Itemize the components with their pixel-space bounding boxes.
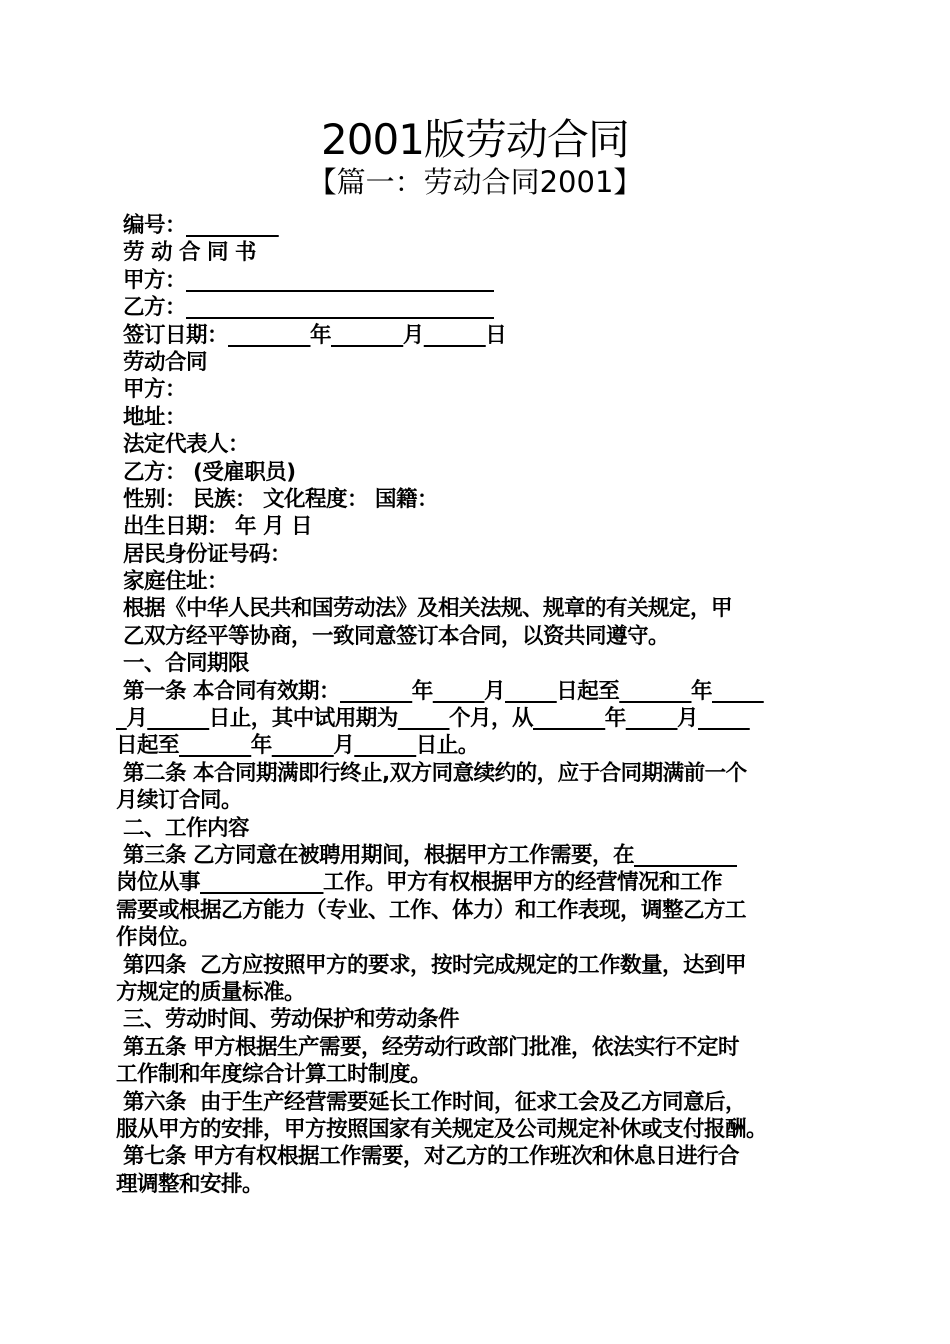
text-line: 服从甲方的安排，甲方按照国家有关规定及公司规定补休或支付报酬。 — [116, 1116, 768, 1142]
text-line: 劳 动 合 同 书 — [116, 240, 256, 266]
text-line: 地址： — [116, 404, 186, 430]
text-line: 需要或根据乙方能力（专业、工作、体力）和工作表现，调整乙方工 — [116, 897, 747, 923]
text-line: 工作制和年度综合计算工时制度。 — [116, 1062, 432, 1088]
text-line: 性别： 民族： 文化程度： 国籍： — [116, 486, 438, 512]
text-line: 家庭住址： — [116, 569, 228, 595]
text-line: 乙方：______________________________ — [116, 295, 494, 321]
document-title: 2001版劳动合同 — [321, 115, 629, 164]
text-line: 居民身份证号码： — [116, 541, 291, 567]
text-line: 第一条 本合同有效期：_______年_____月_____日起至_______年_____ — [116, 678, 764, 704]
text-line: 第七条 甲方有权根据工作需要，对乙方的工作班次和休息日进行合 — [116, 1144, 739, 1170]
text-line: 编号：_________ — [116, 213, 279, 238]
text-line: 甲方：______________________________ — [116, 267, 494, 293]
text-line: 甲方： — [116, 377, 186, 403]
text-line: 日起至_______年______月______日止。 — [116, 733, 479, 759]
text-line: 乙双方经平等协商，一致同意签订本合同，以资共同遵守。 — [116, 623, 669, 649]
text-line: 理调整和安排。 — [116, 1171, 264, 1197]
text-line: 第六条 由于生产经营需要延长工作时间，征求工会及乙方同意后， — [116, 1089, 746, 1115]
text-line: 签订日期：________年_______月______日 — [116, 322, 507, 348]
text-line: 第四条 乙方应按照甲方的要求，按时完成规定的工作数量，达到甲 — [116, 952, 746, 978]
text-line: 第五条 甲方根据生产需要，经劳动行政部门批准，依法实行不定时 — [116, 1034, 739, 1060]
text-line: 岗位从事____________工作。甲方有权根据甲方的经营情况和工作 — [116, 870, 723, 896]
document-body — [116, 212, 836, 1198]
text-line: 乙方： (受雇职员) — [116, 459, 296, 485]
document-subtitle: 【篇一：劳动合同2001】 — [307, 165, 643, 199]
text-line: 第二条 本合同期满即行终止,双方同意续约的，应于合同期满前一个 — [116, 760, 747, 786]
section-heading: 三、劳动时间、劳动保护和劳动条件 — [116, 1007, 459, 1033]
section-heading: 一、合同期限 — [116, 651, 249, 677]
text-line: 方规定的质量标准。 — [116, 979, 306, 1005]
text-line: 作岗位。 — [116, 925, 201, 951]
text-line: 法定代表人： — [116, 432, 249, 458]
text-line: 根据《中华人民共和国劳动法》及相关法规、规章的有关规定，甲 — [116, 596, 732, 622]
text-line: 劳动合同 — [116, 349, 207, 375]
text-line: 第三条 乙方同意在被聘用期间，根据甲方工作需要，在__________ — [116, 842, 737, 868]
text-line: 月续订合同。 — [116, 788, 243, 814]
text-line: 出生日期： 年 月 日 — [116, 514, 312, 540]
text-line: _月______日止，其中试用期为_____个月，从_______年_____月_____ — [116, 706, 750, 732]
section-heading: 二、工作内容 — [116, 815, 249, 841]
